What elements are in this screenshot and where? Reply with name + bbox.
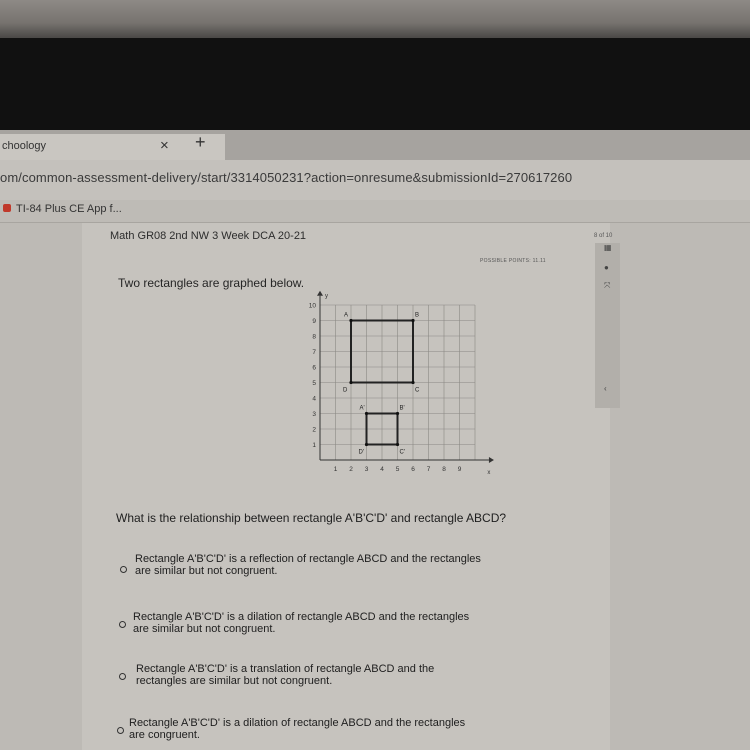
address-bar[interactable] [0,160,750,200]
y-tick-label: 5 [312,380,316,387]
rectangle-a-prime-vertex [365,412,368,415]
y-tick-label: 1 [312,442,316,449]
x-tick-label: 3 [364,466,369,473]
coordinate-graph [300,293,491,483]
rectangle-abcd-vertex [411,319,414,322]
y-tick-label: 8 [312,333,316,341]
rectangles [343,313,420,456]
rectangle-a-prime-vertex [365,443,368,446]
rectangle-abcd-vertex-label: C [415,387,420,394]
y-tick-label: 7 [312,349,316,356]
question-counter: 8 of 10 [594,233,613,239]
close-tab-icon[interactable]: × [160,137,169,154]
y-tick-label: 4 [312,395,316,403]
info-icon[interactable]: ● [604,263,609,272]
y-tick-label: 6 [312,364,316,372]
possible-points: POSSIBLE POINTS: 11.11 [480,258,546,264]
rectangle-a-prime-vertex-label: C' [399,449,405,456]
rectangle-abcd-vertex [349,381,352,384]
question-text: What is the relationship between rectangle A'B'C'D' and rectangle ABCD? [116,511,507,525]
bookmarks-bar [0,200,750,223]
radio-button[interactable] [117,727,124,734]
x-axis-label: x [487,470,491,476]
assessment-page [0,223,750,750]
tab-bar [0,130,750,160]
rectangle-abcd-vertex-label: B [415,312,420,319]
x-tick-label: 5 [395,466,400,473]
radio-button[interactable] [120,566,127,573]
x-tick-label: 4 [380,466,384,473]
y-tick-label: 9 [312,318,316,325]
x-tick-label: 8 [442,466,446,473]
rectangle-a-prime-vertex-label: D' [358,449,364,456]
option-text: Rectangle A'B'C'D' is a translation of rectangle ABCD and the rectangles are similar but not congruent. [136,663,435,687]
y-axis-label: y [325,293,328,300]
rectangle-a-prime-vertex [396,443,399,446]
option-text: Rectangle A'B'C'D' is a dilation of rectangle ABCD and the rectangles are similar but not congruent. [133,611,470,635]
tool-rail [595,243,620,408]
browser-tab[interactable] [0,134,225,160]
bookmark-ti84[interactable]: TI-84 Plus CE App f... [16,203,122,215]
y-tick-label: 2 [312,426,316,434]
bookmark-favicon-icon [3,204,11,212]
radio-button[interactable] [119,673,126,680]
y-tick-label: 3 [312,411,316,418]
rectangle-abcd-vertex-label: D [343,387,348,394]
monitor-bezel [0,38,750,130]
rectangle-a-prime-vertex-label: B' [399,405,405,412]
x-tick-label: 2 [349,466,353,473]
new-tab-icon[interactable]: + [195,132,206,152]
course-title: Math GR08 2nd NW 3 Week DCA 20-21 [110,230,307,242]
x-tick-label: 9 [457,466,462,473]
collapse-chevron-icon[interactable]: ‹ [604,384,607,393]
x-tick-label: 7 [426,466,431,473]
calculator-icon[interactable]: ▦ [604,243,612,252]
url-text[interactable]: om/common-assessment-delivery/start/3314050231?action=onresume&submissionId=270617260 [0,170,573,185]
rectangle-abcd-vertex [411,381,414,384]
y-tick-label: 10 [308,302,316,310]
desk-background [0,0,750,38]
expand-icon[interactable]: ⤧ [604,281,611,290]
rectangle-a-prime-vertex [396,412,399,415]
option-text: Rectangle A'B'C'D' is a reflection of rectangle ABCD and the rectangles are similar but not congruent. [135,553,481,577]
question-intro: Two rectangles are graphed below. [118,276,305,290]
screen [0,130,750,750]
option-text: Rectangle A'B'C'D' is a dilation of rectangle ABCD and the rectangles are congruent. [129,717,466,741]
radio-button[interactable] [119,621,126,628]
rectangle-abcd-vertex [349,319,352,322]
rectangle-abcd-vertex-label: A [344,312,349,319]
tab-title: chool​ogy [2,140,47,152]
x-tick-label: 1 [333,466,338,473]
x-tick-label: 6 [411,466,415,473]
rectangle-a-prime-vertex-label: A' [359,405,365,412]
